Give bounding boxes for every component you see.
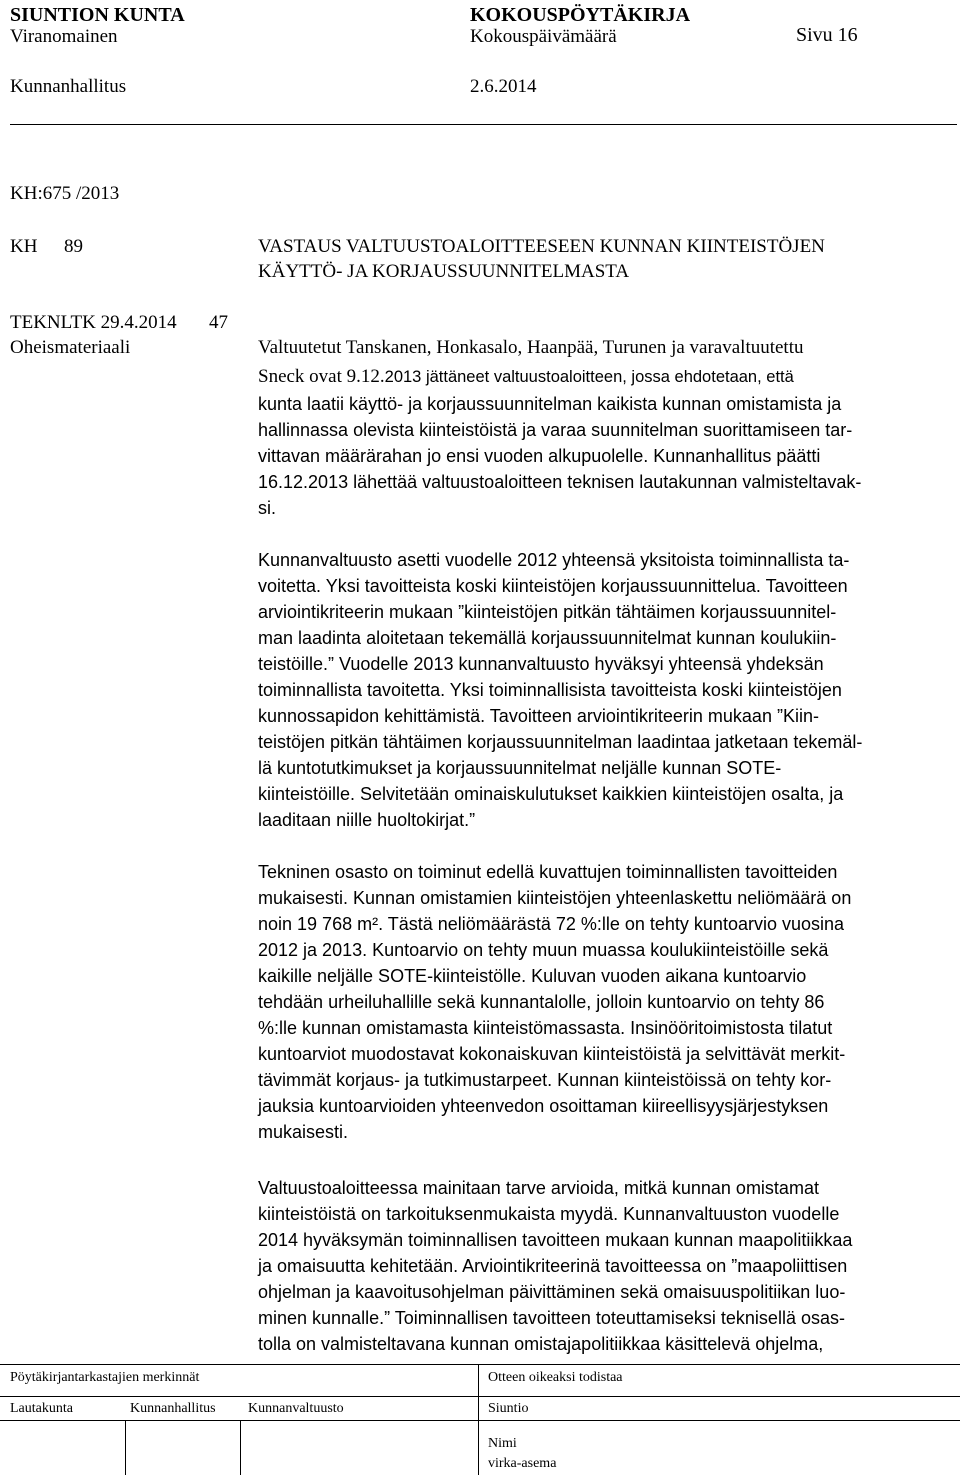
attachment-label: Oheismateriaali bbox=[10, 337, 131, 358]
footer-rule-top bbox=[0, 1364, 960, 1365]
body-line: toiminnallista tavoitetta. Yksi toiminnallisista tavoitteista koski kiinteistöjen bbox=[258, 680, 842, 700]
body-line: mukaisesti. Kunnan omistamien kiinteistöjen yhteenlaskettu neliömäärä on bbox=[258, 888, 852, 908]
body-line: kuntoarviot muodostavat kokonaiskuvan kiinteistöistä ja selvittävät merkit- bbox=[258, 1044, 846, 1064]
footer-place: Siuntio bbox=[488, 1401, 529, 1416]
body-line: 2012 ja 2013. Kuntoarvio on tehty muun muassa koulukiinteistöille sekä bbox=[258, 940, 829, 960]
body-line: jauksia kuntoarvioiden yhteenvedon osoittaman kiireellisyysjärjestyksen bbox=[258, 1096, 829, 1116]
document-number: KH:675 /2013 bbox=[10, 183, 120, 204]
doc-type: KOKOUSPÖYTÄKIRJA bbox=[470, 4, 691, 26]
body-line: kiinteistöistä on tarkoituksenmukaista myydä. Kunnanvaltuuston vuodelle bbox=[258, 1204, 840, 1224]
body-line: arviointikriteerin mukaan ”kiinteistöjen pitkän tähtäimen korjaussuunnitel- bbox=[258, 602, 837, 622]
footer-position: virka-asema bbox=[488, 1456, 557, 1471]
body-line: teistöjen pitkän tähtäimen korjaussuunnitelman laadintaa jatketaan tekemäl- bbox=[258, 732, 863, 752]
page-number: Sivu 16 bbox=[796, 24, 858, 46]
body-line: lä kuntotutkimukset ja korjaussuunnitelmat neljälle kunnan SOTE- bbox=[258, 758, 782, 778]
footer-col-sep-1 bbox=[125, 1420, 126, 1475]
footer-left-title: Pöytäkirjantarkastajien merkinnät bbox=[10, 1370, 200, 1385]
body-line: 2014 hyväksymän toiminnallisen tavoitteen mukaan kunnan maapolitiikkaa bbox=[258, 1230, 853, 1250]
body-line: kunta laatii käyttö- ja korjaussuunnitelman kaikista kunnan omistamista ja bbox=[258, 394, 842, 414]
body-line: si. bbox=[258, 498, 276, 518]
body-line: kiinteistöille. Selvitetään ominaiskulutukset kaikkien kiinteistöjen osalta, ja bbox=[258, 784, 844, 804]
authority-label: Viranomainen bbox=[10, 26, 118, 47]
body-line: voitetta. Yksi tavoitteista koski kiinteistöjen korjaussuunnittelua. Tavoitteen bbox=[258, 576, 848, 596]
body-line: teistöille.” Vuodelle 2013 kunnanvaltuusto hyväksyi yhteensä yhdeksän bbox=[258, 654, 824, 674]
footer-col-sep-2 bbox=[240, 1420, 241, 1475]
kh-number: 89 bbox=[64, 236, 83, 257]
body-line: minen kunnalle.” Toiminnallisen tavoitteen toteuttamiseksi teknisellä osas- bbox=[258, 1308, 845, 1328]
kh-label: KH bbox=[10, 236, 38, 257]
mixed-line bbox=[258, 366, 794, 388]
body-line: %:lle kunnan omistamasta kiinteistömassasta. Insinööritoimistosta tilatut bbox=[258, 1018, 833, 1038]
footer-col-lautakunta: Lautakunta bbox=[10, 1401, 73, 1416]
footer-col-kunnanvaltuusto: Kunnanvaltuusto bbox=[248, 1401, 344, 1416]
body-line: 16.12.2013 lähettää valtuustoaloitteen teknisen lautakunnan valmisteltavak- bbox=[258, 472, 862, 492]
body-line: man laadinta aloitetaan tekemällä korjaussuunnitelmat kunnan koulukiin- bbox=[258, 628, 837, 648]
body-line: kaikille neljälle SOTE-kiinteistölle. Kuluvan vuoden aikana kuntoarvio bbox=[258, 966, 807, 986]
body-line: vittavan määrärahan jo ensi vuoden alkupuolelle. Kunnanhallitus päätti bbox=[258, 446, 821, 466]
org-name: SIUNTION KUNTA bbox=[10, 4, 185, 26]
footer-name: Nimi bbox=[488, 1436, 517, 1451]
footer-rule-mid bbox=[0, 1396, 960, 1397]
authority: Kunnanhallitus bbox=[10, 76, 127, 97]
footer-col-kunnanhallitus: Kunnanhallitus bbox=[130, 1401, 216, 1416]
footer-rule-low bbox=[0, 1420, 960, 1421]
body-line: mukaisesti. bbox=[258, 1122, 349, 1142]
body-line: Tekninen osasto on toiminut edellä kuvattujen toiminnallisten tavoitteiden bbox=[258, 862, 838, 882]
body-line: Valtuustoaloitteessa mainitaan tarve arvioida, mitkä kunnan omistamat bbox=[258, 1178, 819, 1198]
header-rule bbox=[10, 124, 957, 125]
body-line: ja omaisuutta kehitetään. Arviointikriteerinä tavoitteessa on ”maapoliittisen bbox=[258, 1256, 848, 1276]
serif-line-2: Sneck ovat 9.12. bbox=[258, 366, 385, 387]
body-line: hallinnassa olevista kiinteistöistä ja varaa suunnitelman suorittamiseen tar- bbox=[258, 420, 853, 440]
reference-number: 47 bbox=[209, 312, 228, 333]
body-line: noin 19 768 m². Tästä neliömäärästä 72 %:lle on tehty kuntoarvio vuosina bbox=[258, 914, 845, 934]
body-line: tolla on valmisteltavana kunnan omistajapolitiikkaa käsittelevä ohjelma, bbox=[258, 1334, 824, 1354]
footer-right-title: Otteen oikeaksi todistaa bbox=[488, 1370, 623, 1385]
date-label: Kokouspäivämäärä bbox=[470, 26, 617, 47]
meeting-date: 2.6.2014 bbox=[470, 76, 537, 97]
body-line: tehdään urheiluhallille sekä kunnantalolle, jolloin kuntoarvio on tehty 86 bbox=[258, 992, 825, 1012]
item-title-2: KÄYTTÖ- JA KORJAUSSUUNNITELMASTA bbox=[258, 261, 630, 282]
sans-line-2: 2013 jättäneet valtuustoaloitteen, jossa ehdotetaan, että bbox=[384, 368, 794, 386]
body-line: laaditaan niille huoltokirjat.” bbox=[258, 810, 476, 830]
body-line: Kunnanvaltuusto asetti vuodelle 2012 yhteensä yksitoista toiminnallista ta- bbox=[258, 550, 850, 570]
body-line: tävimmät korjaus- ja tutkimustarpeet. Kunnan kiinteistöissä on tehty kor- bbox=[258, 1070, 832, 1090]
serif-line-1: Valtuutetut Tanskanen, Honkasalo, Haanpää, Turunen ja varavaltuutettu bbox=[258, 337, 804, 358]
body-line: ohjelman ja kaavoitusohjelman päivittäminen sekä omaisuuspolitiikan luo- bbox=[258, 1282, 846, 1302]
item-title-1: VASTAUS VALTUUSTOALOITTEESEEN KUNNAN KIINTEISTÖJEN bbox=[258, 236, 825, 257]
body-line: kunnossapidon kehittämistä. Tavoitteen arviointikriteerin mukaan ”Kiin- bbox=[258, 706, 819, 726]
reference: TEKNLTK 29.4.2014 bbox=[10, 312, 177, 333]
